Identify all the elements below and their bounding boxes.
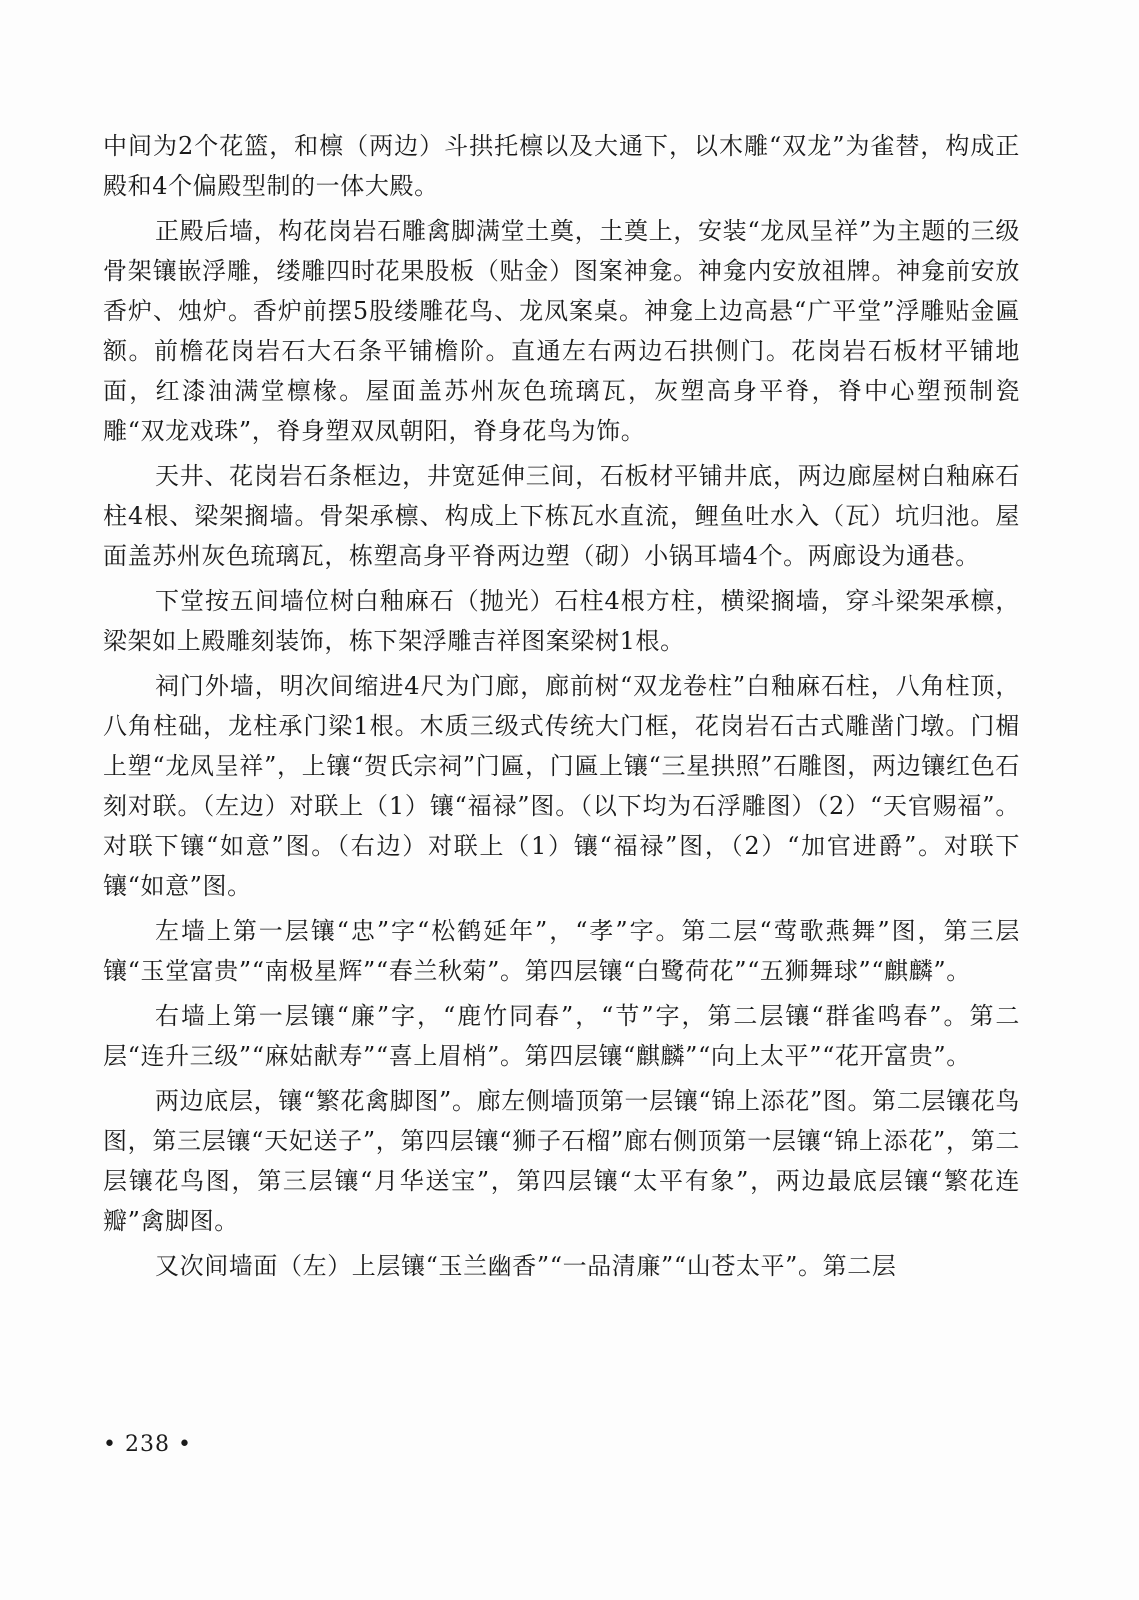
body-text: [103, 126, 1020, 1291]
paragraph: 天井、花岗岩石条框边，井宽延伸三间，石板材平铺井底，两边廊屋树白釉麻石柱4根、梁架搁墙。骨架承檩、构成上下栋瓦水直流，鲤鱼吐水入（瓦）坑归池。屋面盖苏州灰色琉璃瓦，栋塑高身平脊两边塑（砌）小锅耳墙4个。两廊设为通巷。: [103, 462, 1020, 570]
paragraph: 下堂按五间墙位树白釉麻石（抛光）石柱4根方柱，横梁搁墙，穿斗梁架承檩，梁架如上殿雕刻装饰，栋下架浮雕吉祥图案梁树1根。: [103, 587, 1020, 655]
paragraph: 祠门外墙，明次间缩进4尺为门廊，廊前树“双龙卷柱”白釉麻石柱，八角柱顶，八角柱础，龙柱承门梁1根。木质三级式传统大门框，花岗岩石古式雕凿门墩。门楣上塑“龙凤呈祥”，上镶“贺氏宗祠”门匾，门匾上镶“三星拱照”石雕图，两边镶红色石刻对联。（左边）对联上（1）镶“福禄”图。（以下均为石浮雕图）（2）“天官赐福”。对联下镶“如意”图。（右边）对联上（1）镶“福禄”图，（2）“加官进爵”。对联下镶“如意”图。: [103, 672, 1020, 900]
paragraph: 又次间墙面（左）上层镶“玉兰幽香”“一品清廉”“山苍太平”。第二层: [155, 1252, 897, 1280]
page-number: • 238 •: [103, 1432, 192, 1457]
paragraph: 左墙上第一层镶“忠”字“松鹤延年”，“孝”字。第二层“莺歌燕舞”图，第三层镶“玉堂富贵”“南极星辉”“春兰秋菊”。第四层镶“白鹭荷花”“五狮舞球”“麒麟”。: [103, 917, 1020, 985]
paragraph: 两边底层，镶“繁花禽脚图”。廊左侧墙顶第一层镶“锦上添花”图。第二层镶花鸟图，第三层镶“天妃送子”，第四层镶“狮子石榴”廊右侧顶第一层镶“锦上添花”，第二层镶花鸟图，第三层镶“月华送宝”，第四层镶“太平有象”，两边最底层镶“繁花连瓣”禽脚图。: [103, 1087, 1020, 1235]
paragraph: 中间为2个花篮，和檩（两边）斗拱托檩以及大通下，以木雕“双龙”为雀替，构成正殿和4个偏殿型制的一体大殿。: [103, 132, 1020, 200]
paragraph: 右墙上第一层镶“廉”字，“鹿竹同春”，“节”字，第二层镶“群雀鸣春”。第二层“连升三级”“麻姑献寿”“喜上眉梢”。第四层镶“麒麟”“向上太平”“花开富贵”。: [103, 1002, 1020, 1070]
paragraph: 正殿后墙，构花岗岩石雕禽脚满堂土奠，土奠上，安装“龙凤呈祥”为主题的三级骨架镶嵌浮雕，缕雕四时花果股板（贴金）图案神龛。神龛内安放祖牌。神龛前安放香炉、烛炉。香炉前摆5股缕雕花鸟、龙凤案桌。神龛上边高悬“广平堂”浮雕贴金匾额。前檐花岗岩石大石条平铺檐阶。直通左右两边石拱侧门。花岗岩石板材平铺地面，红漆油满堂檩椽。屋面盖苏州灰色琉璃瓦，灰塑高身平脊，脊中心塑预制瓷雕“双龙戏珠”，脊身塑双凤朝阳，脊身花鸟为饰。: [103, 217, 1020, 445]
